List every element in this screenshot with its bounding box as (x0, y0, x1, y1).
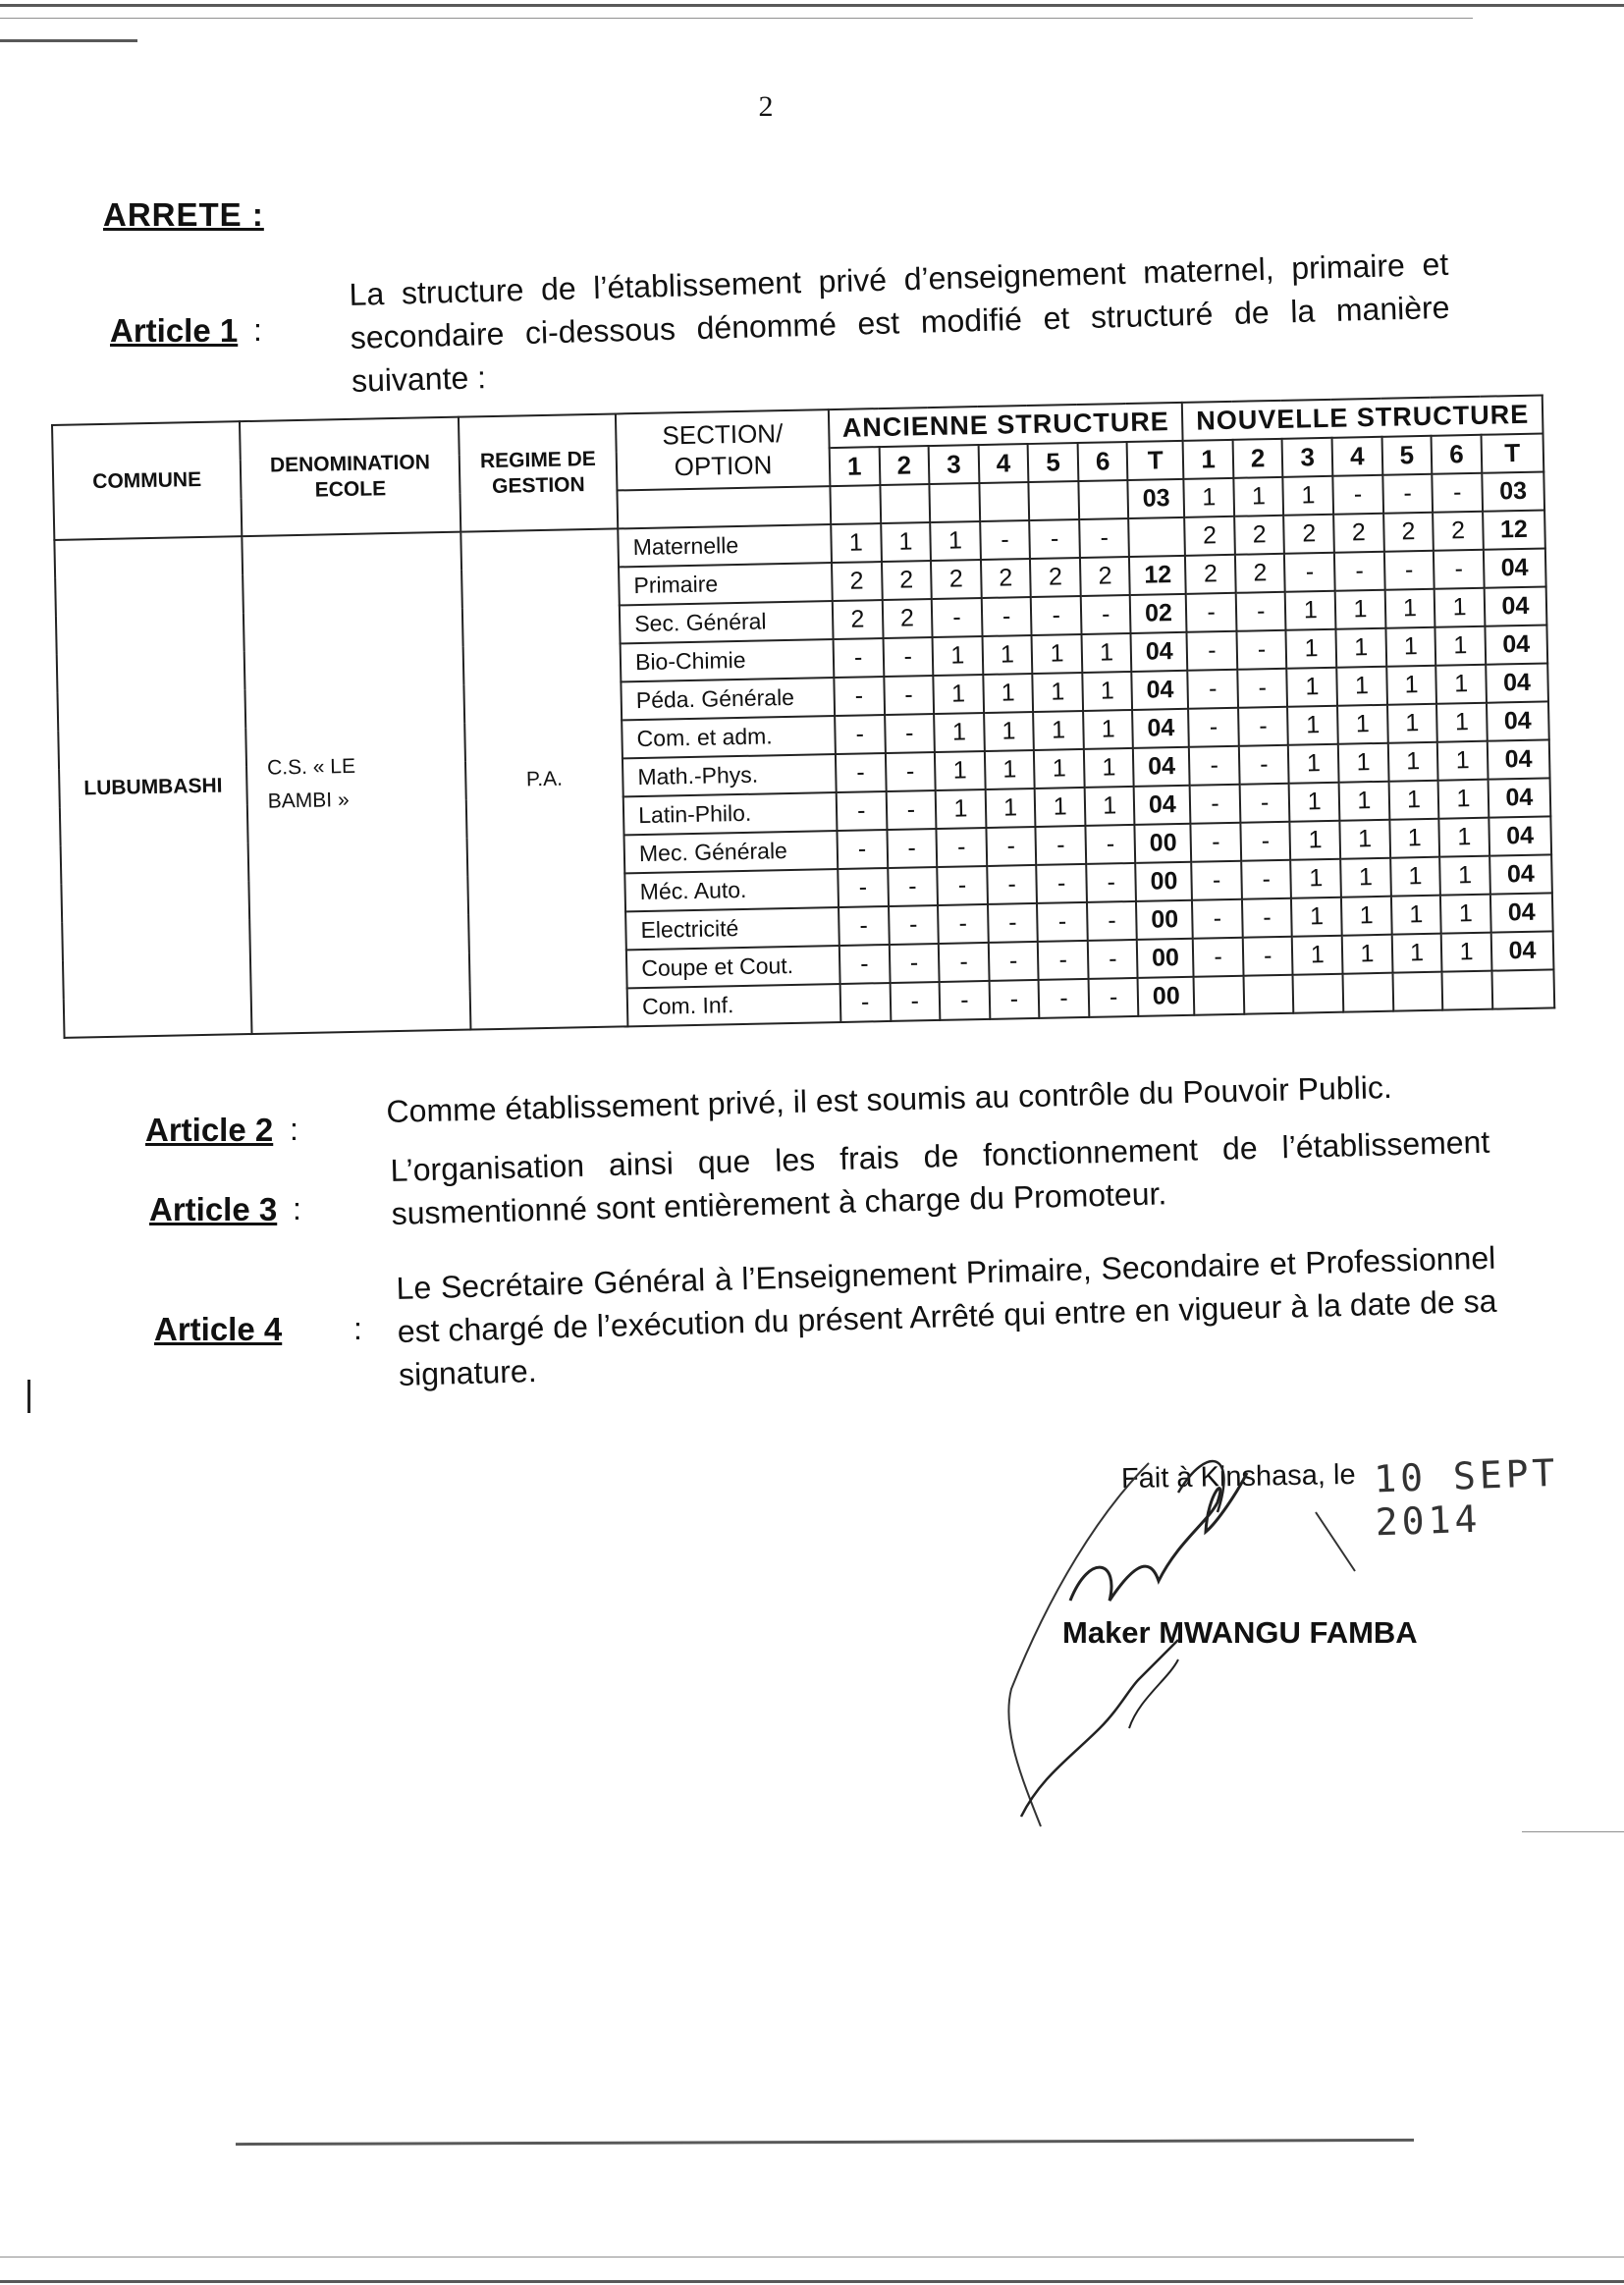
nouvelle-cell: 1 (1339, 782, 1389, 821)
ancienne-cell: - (1031, 596, 1081, 635)
nouvelle-cell: - (1191, 823, 1241, 862)
nouvelle-cell: - (1334, 552, 1384, 591)
header-ancienne-col-6: 6 (1077, 442, 1127, 481)
nouvelle-cell (1343, 973, 1393, 1012)
nouvelle-cell: 1 (1289, 783, 1339, 822)
article-2-label: Article 2 (145, 1112, 274, 1148)
ancienne-cell: 2 (931, 560, 981, 599)
nouvelle-cell: - (1189, 746, 1239, 786)
nouvelle-cell: - (1236, 592, 1286, 631)
ancienne-cell: - (1088, 940, 1138, 979)
section-name: Maternelle (618, 524, 832, 567)
ancienne-cell: - (837, 791, 887, 831)
nouvelle-cell: 04 (1491, 931, 1554, 970)
nouvelle-cell: 1 (1435, 588, 1485, 627)
nouvelle-cell: - (1239, 745, 1289, 785)
nouvelle-cell: 1 (1286, 629, 1336, 669)
nouvelle-cell: 1 (1336, 628, 1386, 668)
ancienne-cell: 2 (832, 562, 882, 601)
arrete-heading: ARRETE : (103, 196, 264, 233)
nouvelle-cell: 04 (1487, 701, 1549, 740)
ancienne-cell: - (1038, 941, 1088, 980)
nouvelle-cell (1491, 969, 1554, 1008)
section-name: Com. et adm. (622, 716, 836, 758)
ancienne-cell: - (1036, 826, 1086, 865)
signer-name: Maker MWANGU FAMBA (1062, 1615, 1418, 1650)
first-row-ancienne-cell (1029, 481, 1079, 520)
ancienne-cell: - (1088, 978, 1138, 1017)
nouvelle-cell: 1 (1342, 935, 1392, 974)
nouvelle-cell: 1 (1389, 819, 1439, 858)
nouvelle-cell: - (1238, 707, 1288, 746)
nouvelle-cell: 1 (1440, 895, 1490, 934)
first-row-ancienne-cell: 03 (1128, 479, 1185, 518)
header-nouvelle-col-6: 6 (1432, 435, 1482, 474)
nouvelle-cell: - (1236, 630, 1286, 670)
nouvelle-cell (1293, 974, 1343, 1013)
ancienne-cell: 1 (1033, 673, 1083, 712)
ancienne-cell: - (885, 714, 935, 753)
header-nouvelle-col-T: T (1481, 434, 1543, 473)
article-4-colon: : (353, 1311, 362, 1346)
nouvelle-cell: 1 (1339, 820, 1389, 859)
header-ancienne: ANCIENNE STRUCTURE (829, 403, 1183, 448)
nouvelle-cell: 1 (1387, 742, 1437, 782)
ancienne-cell: 00 (1138, 977, 1195, 1016)
signature-graphic (982, 1434, 1394, 1846)
article-4-label: Article 4 (154, 1311, 283, 1347)
article-2-colon: : (290, 1112, 298, 1147)
bottom-rule (236, 2139, 1414, 2146)
nouvelle-cell: 1 (1390, 857, 1440, 897)
article-4-text: Le Secrétaire Général à l’Enseignement Primaire, Secondaire et Professionnel est chargé de l’exécution du présent Arrêté qui entre en vigueur à la date de sa signature. (396, 1239, 1497, 1392)
ancienne-cell: - (839, 945, 890, 984)
nouvelle-cell: - (1434, 550, 1484, 589)
first-row-ancienne-cell (830, 485, 880, 524)
ancienne-cell: 1 (1083, 710, 1133, 749)
header-ancienne-col-5: 5 (1028, 443, 1078, 482)
header-ancienne-col-3: 3 (929, 445, 979, 484)
ancienne-cell: - (981, 597, 1031, 636)
nouvelle-cell (1442, 971, 1492, 1010)
ancienne-cell: - (932, 598, 982, 637)
article-2-text: Comme établissement privé, il est soumis au contrôle du Pouvoir Public. (386, 1068, 1393, 1129)
nouvelle-cell: 1 (1288, 744, 1338, 784)
page-number: 2 (758, 90, 774, 123)
ancienne-cell: 2 (833, 600, 883, 639)
nouvelle-cell: 2 (1433, 512, 1483, 551)
ancienne-cell: - (834, 677, 884, 716)
ancienne-cell: 04 (1131, 632, 1188, 672)
nouvelle-cell: 04 (1489, 854, 1552, 894)
section-name: Primaire (619, 563, 833, 605)
ancienne-cell: - (889, 944, 939, 983)
nouvelle-cell: 04 (1488, 778, 1550, 817)
nouvelle-cell: 1 (1337, 705, 1387, 744)
nouvelle-cell: 1 (1437, 741, 1488, 781)
table-body (54, 510, 1554, 1037)
ancienne-cell: - (838, 868, 888, 907)
header-nouvelle-col-4: 4 (1332, 437, 1382, 476)
article-3-colon: : (293, 1191, 301, 1226)
header-section: SECTION/ OPTION (616, 409, 830, 490)
ancienne-cell: 00 (1136, 900, 1193, 940)
nouvelle-cell: - (1384, 551, 1435, 590)
header-commune: COMMUNE (52, 421, 242, 540)
nouvelle-cell: 2 (1184, 517, 1234, 556)
nouvelle-cell: 1 (1435, 665, 1486, 704)
nouvelle-cell: - (1192, 899, 1242, 939)
ancienne-cell: - (883, 637, 933, 677)
ancienne-cell: 1 (1081, 633, 1131, 673)
ancienne-cell: 1 (1082, 672, 1132, 711)
ancienne-cell: - (886, 790, 936, 830)
ancienne-cell: 1 (982, 635, 1032, 675)
nouvelle-cell: - (1188, 670, 1238, 709)
article-1-text: La structure de l’établissement privé d’enseignement maternel, primaire et secondaire ci-dessous dénommé est modifié et structuré de la manière suivante : (349, 245, 1450, 399)
ancienne-cell: - (835, 715, 885, 754)
ancienne-cell: 1 (983, 674, 1033, 713)
ancienne-cell (1129, 517, 1186, 557)
ancienne-cell: - (986, 827, 1036, 866)
first-row-nouvelle-cell: 1 (1184, 478, 1234, 517)
nouvelle-cell: 2 (1333, 514, 1383, 553)
ancienne-cell: - (938, 904, 988, 944)
nouvelle-cell (1392, 972, 1442, 1011)
ancienne-cell: 2 (882, 599, 932, 638)
nouvelle-cell: - (1188, 708, 1238, 747)
ancienne-cell: - (885, 752, 935, 791)
ancienne-cell: 04 (1133, 747, 1190, 787)
nouvelle-cell: - (1237, 669, 1287, 708)
first-row-ancienne-cell (1078, 480, 1128, 519)
nouvelle-cell: - (1187, 631, 1237, 671)
ancienne-cell: 1 (881, 522, 931, 562)
ancienne-cell: - (988, 942, 1038, 981)
section-name: Bio-Chimie (621, 639, 835, 681)
nouvelle-cell (1194, 976, 1244, 1015)
ancienne-cell: - (989, 980, 1039, 1019)
first-row-nouvelle-cell: 1 (1283, 476, 1333, 516)
header-ancienne-col-2: 2 (879, 446, 929, 485)
first-row-nouvelle-cell: - (1332, 475, 1382, 515)
ancienne-cell: 02 (1130, 594, 1187, 633)
ancienne-cell: 1 (1034, 749, 1084, 789)
scan-edge-top (0, 4, 1624, 7)
nouvelle-cell: - (1191, 861, 1241, 900)
scan-edge-top-3 (0, 39, 137, 42)
ancienne-cell: 04 (1134, 786, 1191, 825)
ancienne-cell: - (837, 830, 887, 869)
nouvelle-cell: 1 (1388, 781, 1438, 820)
ancienne-cell: - (937, 866, 987, 905)
nouvelle-cell: 1 (1439, 818, 1489, 857)
nouvelle-cell: - (1284, 553, 1334, 592)
ancienne-cell: - (887, 829, 937, 868)
first-row-nouvelle-cell: - (1382, 474, 1433, 514)
nouvelle-cell: 1 (1287, 706, 1337, 745)
nouvelle-cell: 1 (1384, 589, 1435, 628)
nouvelle-cell (1243, 975, 1293, 1014)
first-row-ancienne-cell (979, 482, 1029, 521)
nouvelle-cell: 1 (1391, 896, 1441, 935)
ancienne-cell: 1 (831, 523, 881, 563)
structure-table (51, 394, 1555, 1038)
nouvelle-cell: 1 (1385, 627, 1435, 667)
scan-edge-bottom-2 (0, 2257, 1624, 2258)
ancienne-cell: 1 (933, 675, 983, 714)
ancienne-cell: - (1081, 595, 1131, 634)
header-nouvelle-col-1: 1 (1183, 440, 1233, 479)
header-denomination: DENOMINATION ECOLE (240, 417, 460, 536)
ancienne-cell: 12 (1129, 556, 1186, 595)
nouvelle-cell: 1 (1441, 933, 1491, 972)
nouvelle-cell: 1 (1387, 704, 1437, 743)
margin-mark (27, 1380, 30, 1413)
nouvelle-cell: 1 (1338, 743, 1388, 783)
ancienne-cell: 1 (1085, 787, 1135, 826)
ancienne-cell: - (890, 982, 940, 1021)
nouvelle-cell: - (1186, 593, 1236, 632)
nouvelle-cell: 12 (1483, 510, 1545, 549)
place-line: Fait à Kinshasa, le (1120, 1458, 1356, 1496)
ancienne-cell: 1 (934, 713, 984, 752)
ancienne-cell: 1 (1084, 748, 1134, 788)
ecole-line-1: C.S. « LE (266, 754, 356, 780)
section-name: Com. Inf. (627, 984, 841, 1026)
commune-cell: LUBUMBASHI (54, 536, 251, 1038)
first-row-ancienne-cell (930, 483, 980, 522)
nouvelle-cell: 1 (1341, 897, 1391, 936)
header-nouvelle-col-3: 3 (1282, 438, 1332, 477)
nouvelle-cell: 04 (1489, 816, 1551, 855)
ancienne-cell: - (889, 905, 939, 945)
nouvelle-cell: 1 (1386, 666, 1436, 705)
section-name: Mec. Générale (624, 831, 839, 873)
ancienne-cell: 2 (1080, 557, 1130, 596)
ancienne-cell: 2 (881, 561, 931, 600)
first-row-ancienne-cell (880, 484, 930, 523)
ancienne-cell: 1 (985, 750, 1035, 789)
first-row-nouvelle-cell: 03 (1482, 471, 1544, 511)
nouvelle-cell: 1 (1391, 934, 1441, 973)
regime-cell: P.A. (460, 528, 627, 1029)
section-name: Péda. Générale (621, 678, 835, 720)
header-nouvelle: NOUVELLE STRUCTURE (1182, 396, 1543, 441)
nouvelle-cell: 1 (1340, 858, 1390, 898)
ancienne-cell: 1 (985, 789, 1035, 828)
nouvelle-cell: - (1239, 784, 1289, 823)
nouvelle-cell: 1 (1292, 936, 1342, 975)
nouvelle-cell: 04 (1488, 739, 1550, 779)
ancienne-cell: - (1037, 902, 1087, 942)
ancienne-cell: 04 (1132, 671, 1189, 710)
ecole-cell (242, 532, 470, 1034)
nouvelle-cell: 04 (1484, 586, 1546, 626)
nouvelle-cell: 2 (1235, 554, 1285, 593)
scan-edge-bottom (0, 2280, 1624, 2283)
section-name: Electricité (625, 907, 839, 950)
ancienne-cell: - (836, 753, 886, 792)
nouvelle-cell: 1 (1439, 856, 1489, 896)
ancienne-cell: 1 (933, 636, 983, 676)
ancienne-cell: 2 (981, 559, 1031, 598)
ancienne-cell: - (937, 828, 987, 867)
article-1-colon: : (253, 312, 262, 348)
first-row-nouvelle-cell: 1 (1233, 477, 1283, 517)
nouvelle-cell: - (1190, 785, 1240, 824)
ancienne-cell: 1 (935, 751, 985, 790)
ancienne-cell: - (840, 983, 891, 1022)
article-3-label: Article 3 (149, 1191, 278, 1227)
ancienne-cell: - (1039, 979, 1089, 1018)
ancienne-cell: - (833, 638, 883, 678)
nouvelle-cell: 2 (1284, 515, 1334, 554)
scan-edge-top-2 (0, 18, 1473, 19)
nouvelle-cell: - (1193, 938, 1243, 977)
ancienne-cell: 00 (1137, 939, 1194, 978)
ancienne-cell: - (1037, 864, 1087, 903)
nouvelle-cell: - (1241, 860, 1291, 899)
header-regime: REGIME DE GESTION (459, 413, 618, 531)
nouvelle-cell: 1 (1287, 668, 1337, 707)
nouvelle-cell: 1 (1285, 591, 1335, 630)
nouvelle-cell: 1 (1291, 898, 1341, 937)
nouvelle-cell: 1 (1435, 626, 1486, 666)
ancienne-cell: 00 (1135, 824, 1192, 863)
header-nouvelle-col-2: 2 (1232, 439, 1282, 478)
ancienne-cell: - (980, 520, 1030, 560)
ancienne-cell: - (839, 906, 889, 946)
scan-mid-right (1522, 1831, 1624, 1832)
nouvelle-cell: 1 (1436, 703, 1487, 742)
nouvelle-cell: - (1242, 898, 1292, 938)
nouvelle-cell: - (1243, 937, 1293, 976)
header-ancienne-col-4: 4 (978, 444, 1028, 483)
ancienne-cell: 1 (930, 521, 980, 561)
nouvelle-cell: 1 (1336, 667, 1386, 706)
ancienne-cell: 1 (936, 789, 986, 829)
nouvelle-cell: 04 (1485, 625, 1547, 664)
ancienne-cell: - (1086, 863, 1136, 902)
ancienne-cell: 00 (1136, 862, 1193, 901)
ancienne-cell: 2 (1030, 558, 1080, 597)
section-name: Latin-Philo. (623, 792, 838, 835)
nouvelle-cell: 04 (1486, 663, 1548, 702)
date-stamp: 10 SEPT 2014 (1373, 1450, 1560, 1545)
ancienne-cell: 1 (1035, 788, 1085, 827)
nouvelle-cell: 2 (1383, 513, 1434, 552)
ancienne-cell: 1 (984, 712, 1034, 751)
ancienne-cell: 1 (1032, 634, 1082, 674)
ancienne-cell: - (888, 867, 938, 906)
ancienne-cell: 1 (1033, 711, 1083, 750)
nouvelle-cell: 1 (1438, 780, 1489, 819)
nouvelle-cell: 04 (1484, 548, 1546, 587)
article-3-text: L’organisation ainsi que les frais de fonctionnement de l’établissement susmentionné sont entièrement à charge du Promoteur. (390, 1123, 1490, 1231)
section-name: Math.-Phys. (623, 754, 837, 796)
header-ancienne-col-T: T (1127, 441, 1184, 480)
nouvelle-cell: 1 (1335, 590, 1385, 629)
header-ancienne-col-1: 1 (830, 447, 880, 486)
nouvelle-cell: 1 (1291, 859, 1341, 898)
ancienne-cell: - (884, 676, 934, 715)
section-name: Méc. Auto. (624, 869, 839, 911)
nouvelle-cell: - (1240, 822, 1290, 861)
ancienne-cell: - (1087, 901, 1137, 941)
ancienne-cell: - (940, 981, 990, 1020)
ancienne-cell: - (1085, 825, 1135, 864)
section-name: Sec. Général (620, 601, 834, 643)
nouvelle-cell: 1 (1290, 821, 1340, 860)
nouvelle-cell: 2 (1234, 516, 1284, 555)
nouvelle-cell: 2 (1185, 555, 1235, 594)
ancienne-cell: - (1029, 519, 1079, 559)
first-row-nouvelle-cell: - (1433, 473, 1483, 513)
ancienne-cell: - (988, 903, 1038, 943)
ecole-line-2: BAMBI » (267, 788, 350, 813)
header-section-spacer (618, 486, 832, 528)
header-nouvelle-col-5: 5 (1381, 436, 1432, 475)
ancienne-cell: - (939, 943, 989, 982)
ancienne-cell: - (987, 865, 1037, 904)
section-name: Coupe et Cout. (626, 946, 840, 988)
ancienne-cell: 04 (1133, 709, 1190, 748)
article-1-label: Article 1 (110, 312, 239, 349)
nouvelle-cell: 04 (1490, 893, 1553, 932)
ancienne-cell: - (1079, 518, 1129, 558)
